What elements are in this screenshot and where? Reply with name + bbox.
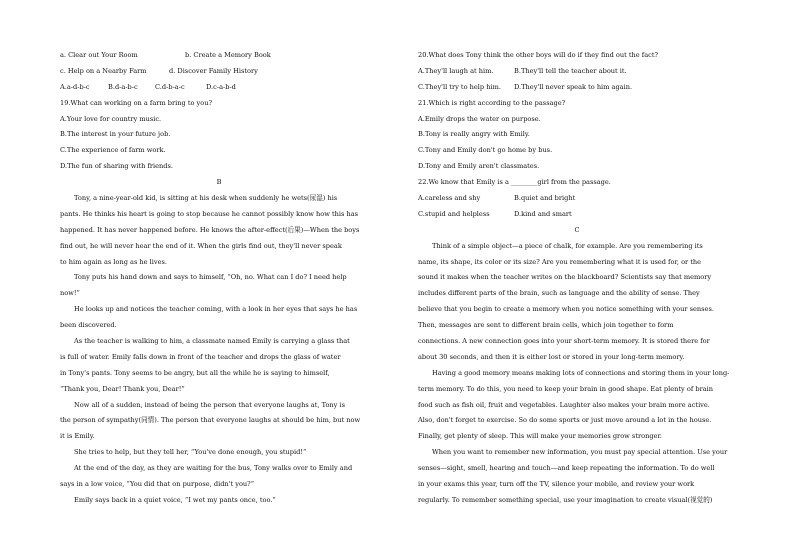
passage-line: find out, he will never hear the end of it. When the girls find out, they'll never speak [60,241,342,250]
q18-option-b: b. Create a Memory Book [185,51,271,59]
q18-options-row-1 [60,48,378,64]
passage-line: pants. He thinks his heart is going to stop because he cannot possibly know how this has [60,209,359,218]
passage-line: been discovered. [60,321,117,330]
passage-line: name, its shape, its color or its size? Are you remembering what it is used for, or the [418,257,702,266]
passage-line: in Tony's pants. Tony seems to be angry, but all the while he is saying to himself, [60,368,330,377]
q20-choices-row-2 [418,80,736,96]
q18-option-d: d. Discover Family History [169,66,258,75]
passage-line: “Thank you, Dear! Thank you, Dear!” [60,384,185,393]
passage-line: it is Emily. [60,432,95,441]
q18-choice-a: A.a-d-b-c [60,82,90,91]
passage-line: connections. A new connection goes into your short-term memory. It is stored there for [418,337,710,346]
passage-line: says in a low voice, “You did that on purpose, didn't you?” [60,480,255,489]
q22-question: 22.We know that Emily is a ________girl from the passage. [418,178,611,187]
passage-line: Finally, get plenty of sleep. This will make your memories grow stronger. [418,432,662,441]
passage-line: At the end of the day, as they are waiting for the bus, Tony walks over to Emily and [74,464,353,473]
passage-line: the person of sympathy(同情). The person that everyone laughs at should be him, but now [60,416,361,425]
passage-line: regularly. To remember something special, use your imagination to create visual(视觉的) [418,495,713,504]
q22-choices-row-2 [418,207,736,223]
passage-line: As the teacher is walking to him, a classmate named Emily is carrying a glass that [74,337,350,346]
passage-line: term memory. To do this, you need to keep your brain in good shape. Eat plenty of brain [418,384,714,393]
passage-line: He looks up and notices the teacher coming, with a look in her eyes that says he has [74,305,358,314]
passage-line: When you want to remember new information, you must pay special attention. Use your [432,448,728,457]
passage-line: Emily says back in a quiet voice, “I wet my pants once, too.” [74,495,276,504]
q18-choice-c: C.d-b-a-c [155,82,185,91]
q21-question: 21.Which is right according to the passage? [418,98,566,107]
passage-line: about 30 seconds, and then it is either lost or stored in your long-term memory. [418,352,685,361]
passage-line: happened. It has never happened before. He knows the after-effect(后果)—When the boys [60,225,360,234]
section-c-heading: C [574,225,580,234]
q18-options-row-2 [60,64,378,80]
q21-choice-d: D.Tony and Emily aren't classmates. [418,162,540,171]
q20-choices-row-1 [418,64,736,80]
q22-choice-b: B.quiet and bright [514,194,576,203]
q18-choice-b: B.d-a-b-c [108,82,138,91]
passage-line: Now all of a sudden, instead of being the person that everyone laughs at, Tony is [74,400,345,409]
q20-choice-d: D.They'll never speak to him again. [514,82,633,91]
q19-choice-c: C.The experience of farm work. [60,146,166,155]
passage-line: is full of water. Emily falls down in front of the teacher and drops the glass of water [60,352,341,361]
q18-option-c: c. Help on a Nearby Farm [60,66,147,75]
passage-line: Tony puts his hand down and says to himself, “Oh, no. What can I do? I need help [74,273,347,282]
q19-choice-d: D.The fun of sharing with friends. [60,162,174,171]
left-column [60,48,378,509]
passage-line: in your exams this year, turn off the TV, silence your mobile, and review your work [418,480,695,489]
passage-line: She tries to help, but they tell her, “You've done enough, you stupid!” [74,448,307,457]
section-b-heading: B [216,178,222,187]
q18-choices [60,80,378,96]
passage-b [60,191,378,509]
q20-choice-a: A.They'll laugh at him. [418,66,494,75]
passage-line: Tony, a nine-year-old kid, is sitting at his desk when suddenly he wets(尿湿) his [74,194,338,203]
q18-option-a: a. Clear out Your Room [60,51,138,59]
q22-choice-a: A.careless and shy [418,194,481,203]
passage-line: Also, don't forget to exercise. So do some sports or just move around a lot in the house. [418,416,712,425]
q21-choice-b: B.Tony is really angry with Emily. [418,130,530,139]
passage-line: sound it makes when the teacher writes on the blackboard? Scientists say that memory [418,273,712,282]
passage-line: to him again as long as he lives. [60,257,167,266]
passage-line: includes different parts of the brain, such as language and the ability of sense. They [418,289,700,298]
q22-choices-row-1 [418,191,736,207]
q18-choice-d: D.c-a-b-d [206,82,236,91]
q19-choice-b: B.The interest in your future job. [60,130,171,139]
q19-question: 19.What can working on a farm bring to you? [60,98,213,107]
passage-line: Having a good memory means making lots of connections and storing them in your long- [432,368,730,377]
passage-line: now!” [60,289,80,298]
q22-choice-c: C.stupid and helpless [418,209,490,218]
q22-choice-d: D.kind and smart [514,209,572,218]
passage-line: food such as fish oil, fruit and vegetables. Laughter also makes your brain more active. [418,400,710,409]
passage-line: believe that you begin to create a memory when you notice something with your senses. [418,305,714,314]
q19-choice-a: A.Your love for country music. [60,114,162,123]
q20-choice-b: B.They'll tell the teacher about it. [514,66,627,75]
q20-choice-c: C.They'll try to help him. [418,82,501,91]
passage-line: Then, messages are sent to different brain cells, which join together to form [418,321,674,330]
passage-line: senses—sight, smell, hearing and touch—and keep repeating the information. To do well [418,464,715,473]
q20-question: 20.What does Tony think the other boys will do if they find out the fact? [418,51,659,59]
passage-line: Think of a simple object—a piece of chalk, for example. Are you remembering its [432,241,703,250]
q21-choice-c: C.Tony and Emily don't go home by bus. [418,146,553,155]
right-column [418,48,736,509]
q21-choice-a: A.Emily drops the water on purpose. [418,114,541,123]
passage-c [418,239,736,509]
